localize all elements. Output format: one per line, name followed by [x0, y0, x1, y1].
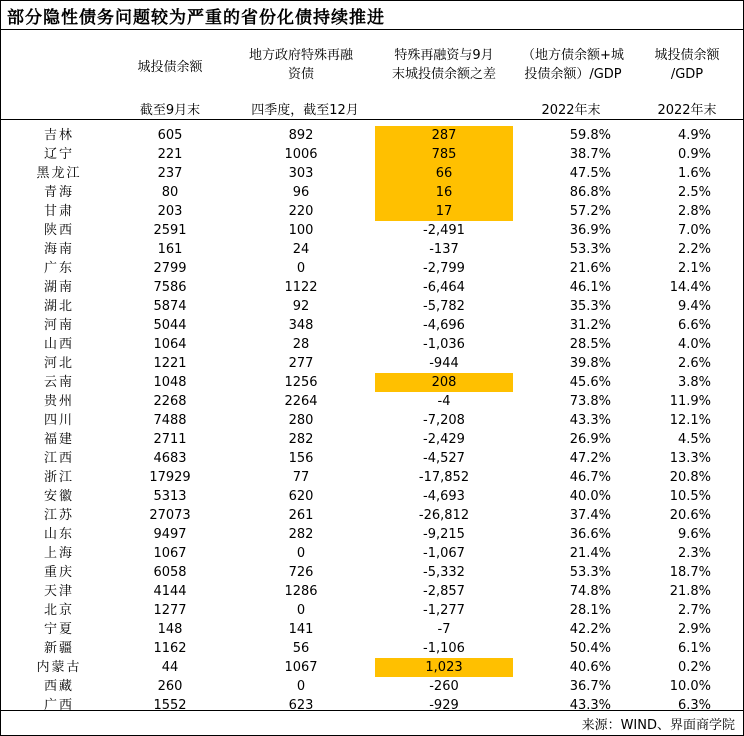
province-cell: 浙江 — [43, 470, 74, 485]
diff-cell: -7 — [437, 622, 451, 637]
chengtou-cell: 2268 — [153, 394, 187, 409]
special-cell: 282 — [288, 527, 314, 542]
ratio2-cell: 9.6% — [677, 527, 711, 542]
ratio1-cell: 73.8% — [569, 394, 611, 409]
ratio2-cell: 18.7% — [669, 565, 711, 580]
ratio1-cell: 74.8% — [569, 584, 611, 599]
ratio2-cell: 2.5% — [677, 185, 711, 200]
diff-cell: -26,812 — [418, 508, 470, 523]
page-title: 部分隐性债务问题较为严重的省份化债持续推进 — [7, 7, 385, 28]
ratio1-cell: 59.8% — [569, 128, 611, 143]
diff-cell: -2,857 — [423, 584, 465, 599]
chengtou-cell: 203 — [157, 204, 183, 219]
table-row — [1, 183, 743, 202]
diff-cell: -1,067 — [423, 546, 465, 561]
diff-cell: 785 — [375, 145, 513, 164]
table-header — [1, 30, 743, 120]
special-cell: 141 — [288, 622, 314, 637]
province-cell: 天津 — [43, 584, 74, 599]
ratio2-cell: 12.1% — [669, 413, 711, 428]
chengtou-cell: 4144 — [153, 584, 187, 599]
province-cell: 青海 — [43, 185, 74, 200]
special-cell: 1006 — [284, 147, 318, 162]
ratio2-cell: 13.3% — [669, 451, 711, 466]
ratio1-cell: 47.2% — [569, 451, 611, 466]
chengtou-cell: 2799 — [153, 261, 187, 276]
header-ratio2-sub: 2022年末 — [657, 103, 717, 118]
special-cell: 261 — [288, 508, 314, 523]
diff-cell: 1,023 — [375, 658, 513, 677]
table-row — [1, 620, 743, 639]
special-cell: 1067 — [284, 660, 318, 675]
province-cell: 云南 — [43, 375, 74, 390]
ratio1-cell: 53.3% — [569, 565, 611, 580]
special-cell: 280 — [288, 413, 314, 428]
province-cell: 福建 — [43, 432, 74, 447]
ratio1-cell: 45.6% — [569, 375, 611, 390]
table-row — [1, 221, 743, 240]
diff-cell: 208 — [375, 373, 513, 392]
header-ratio2 — [637, 46, 737, 84]
province-cell: 江苏 — [43, 508, 74, 523]
province-cell: 贵州 — [43, 394, 74, 409]
diff-cell: -1,036 — [423, 337, 465, 352]
special-cell: 0 — [296, 546, 306, 561]
special-cell: 96 — [292, 185, 310, 200]
diff-cell: -6,464 — [423, 280, 465, 295]
chengtou-cell: 1064 — [153, 337, 187, 352]
ratio2-cell: 2.3% — [677, 546, 711, 561]
ratio1-cell: 26.9% — [569, 432, 611, 447]
ratio2-cell: 4.0% — [677, 337, 711, 352]
header-line: 特殊再融资与9月 — [394, 48, 494, 63]
table-row — [1, 297, 743, 316]
ratio2-cell: 4.5% — [677, 432, 711, 447]
diff-cell: -17,852 — [418, 470, 470, 485]
special-cell: 892 — [288, 128, 314, 143]
ratio2-cell: 2.1% — [677, 261, 711, 276]
province-cell: 西藏 — [43, 679, 74, 694]
chengtou-cell: 237 — [157, 166, 183, 181]
ratio2-cell: 0.9% — [677, 147, 711, 162]
ratio1-cell: 40.0% — [569, 489, 611, 504]
province-cell: 广东 — [43, 261, 74, 276]
chengtou-cell: 2591 — [153, 223, 187, 238]
chengtou-cell: 44 — [161, 660, 179, 675]
table-row — [1, 525, 743, 544]
table-row — [1, 487, 743, 506]
province-cell: 山东 — [43, 527, 74, 542]
header-line: 投债余额）/GDP — [524, 67, 622, 82]
province-cell: 重庆 — [43, 565, 74, 580]
chengtou-cell: 9497 — [153, 527, 187, 542]
table-row — [1, 449, 743, 468]
table-row — [1, 601, 743, 620]
ratio1-cell: 37.4% — [569, 508, 611, 523]
table-row — [1, 335, 743, 354]
special-cell: 726 — [288, 565, 314, 580]
chengtou-cell: 148 — [157, 622, 183, 637]
footer — [1, 710, 743, 735]
chengtou-cell: 5874 — [153, 299, 187, 314]
diff-cell: -4,693 — [423, 489, 465, 504]
header-line: /GDP — [670, 67, 704, 82]
chengtou-cell: 1048 — [153, 375, 187, 390]
header-diff — [375, 46, 513, 84]
table-row — [1, 430, 743, 449]
table-row — [1, 278, 743, 297]
special-cell: 282 — [288, 432, 314, 447]
ratio1-cell: 47.5% — [569, 166, 611, 181]
table-row — [1, 259, 743, 278]
ratio1-cell: 38.7% — [569, 147, 611, 162]
diff-cell: -2,491 — [423, 223, 465, 238]
diff-cell: -5,782 — [423, 299, 465, 314]
province-cell: 山西 — [43, 337, 74, 352]
province-cell: 安徽 — [43, 489, 74, 504]
special-cell: 24 — [292, 242, 310, 257]
diff-cell: -137 — [429, 242, 459, 257]
header-chengtou — [121, 58, 219, 77]
diff-cell: -929 — [429, 698, 459, 713]
diff-cell: -1,106 — [423, 641, 465, 656]
table-row — [1, 354, 743, 373]
province-cell: 辽宁 — [43, 147, 74, 162]
ratio2-cell: 2.9% — [677, 622, 711, 637]
province-cell: 湖北 — [43, 299, 74, 314]
diff-cell: -4,696 — [423, 318, 465, 333]
diff-cell: -9,215 — [423, 527, 465, 542]
province-cell: 吉林 — [43, 128, 74, 143]
special-cell: 220 — [288, 204, 314, 219]
chengtou-cell: 260 — [157, 679, 183, 694]
ratio1-cell: 28.5% — [569, 337, 611, 352]
table-row — [1, 373, 743, 392]
province-cell: 宁夏 — [43, 622, 74, 637]
chengtou-cell: 1067 — [153, 546, 187, 561]
ratio1-cell: 36.7% — [569, 679, 611, 694]
special-cell: 100 — [288, 223, 314, 238]
diff-cell: 16 — [375, 183, 513, 202]
special-cell: 348 — [288, 318, 314, 333]
ratio1-cell: 86.8% — [569, 185, 611, 200]
chengtou-cell: 1162 — [153, 641, 187, 656]
chengtou-cell: 80 — [161, 185, 179, 200]
ratio2-cell: 0.2% — [677, 660, 711, 675]
title-bar — [1, 1, 743, 30]
province-cell: 广西 — [43, 698, 74, 713]
province-cell: 上海 — [43, 546, 74, 561]
header-line: 资债 — [287, 67, 314, 82]
ratio1-cell: 31.2% — [569, 318, 611, 333]
diff-cell: 66 — [375, 164, 513, 183]
chengtou-cell: 27073 — [149, 508, 191, 523]
ratio1-cell: 21.4% — [569, 546, 611, 561]
special-cell: 277 — [288, 356, 314, 371]
chengtou-cell: 1552 — [153, 698, 187, 713]
table-row — [1, 544, 743, 563]
special-cell: 623 — [288, 698, 314, 713]
ratio1-cell: 57.2% — [569, 204, 611, 219]
header-line: 地方政府特殊再融 — [248, 48, 353, 63]
province-cell: 海南 — [43, 242, 74, 257]
header-line: 城投债余额 — [654, 48, 720, 63]
province-cell: 北京 — [43, 603, 74, 618]
ratio2-cell: 1.6% — [677, 166, 711, 181]
table-row — [1, 126, 743, 145]
ratio1-cell: 43.3% — [569, 413, 611, 428]
special-cell: 1122 — [284, 280, 318, 295]
table-row — [1, 164, 743, 183]
ratio1-cell: 46.1% — [569, 280, 611, 295]
ratio2-cell: 9.4% — [677, 299, 711, 314]
province-cell: 河北 — [43, 356, 74, 371]
table-row — [1, 658, 743, 677]
header-line: 城投债余额 — [137, 60, 203, 75]
diff-cell: -2,429 — [423, 432, 465, 447]
province-cell: 河南 — [43, 318, 74, 333]
diff-cell: -5,332 — [423, 565, 465, 580]
diff-cell: -7,208 — [423, 413, 465, 428]
ratio1-cell: 35.3% — [569, 299, 611, 314]
province-cell: 四川 — [43, 413, 74, 428]
ratio2-cell: 10.5% — [669, 489, 711, 504]
ratio2-cell: 2.8% — [677, 204, 711, 219]
chengtou-cell: 2711 — [153, 432, 187, 447]
diff-cell: 17 — [375, 202, 513, 221]
ratio2-cell: 6.3% — [677, 698, 711, 713]
table-row — [1, 392, 743, 411]
source-note: 来源：WIND、界面商学院 — [581, 718, 735, 733]
ratio1-cell: 36.9% — [569, 223, 611, 238]
table-row — [1, 145, 743, 164]
table-row — [1, 677, 743, 696]
chengtou-cell: 161 — [157, 242, 183, 257]
header-special-sub: 四季度，截至12月 — [251, 103, 359, 118]
special-cell: 77 — [292, 470, 310, 485]
header-ratio1-sub: 2022年末 — [541, 103, 601, 118]
special-cell: 156 — [288, 451, 314, 466]
special-cell: 620 — [288, 489, 314, 504]
province-cell: 新疆 — [43, 641, 74, 656]
diff-cell: -944 — [429, 356, 459, 371]
ratio2-cell: 2.7% — [677, 603, 711, 618]
diff-cell: 287 — [375, 126, 513, 145]
ratio2-cell: 14.4% — [669, 280, 711, 295]
ratio2-cell: 10.0% — [669, 679, 711, 694]
chengtou-cell: 605 — [157, 128, 183, 143]
ratio1-cell: 39.8% — [569, 356, 611, 371]
ratio1-cell: 36.6% — [569, 527, 611, 542]
province-cell: 内蒙古 — [36, 660, 82, 675]
ratio1-cell: 42.2% — [569, 622, 611, 637]
table-row — [1, 316, 743, 335]
chengtou-cell: 17929 — [149, 470, 191, 485]
chengtou-cell: 6058 — [153, 565, 187, 580]
chengtou-cell: 7488 — [153, 413, 187, 428]
province-cell: 江西 — [43, 451, 74, 466]
ratio1-cell: 50.4% — [569, 641, 611, 656]
province-cell: 甘肃 — [43, 204, 74, 219]
table-body — [1, 120, 743, 711]
special-cell: 92 — [292, 299, 310, 314]
special-cell: 2264 — [284, 394, 318, 409]
province-cell: 湖南 — [43, 280, 74, 295]
ratio1-cell: 21.6% — [569, 261, 611, 276]
ratio2-cell: 11.9% — [669, 394, 711, 409]
chengtou-cell: 221 — [157, 147, 183, 162]
ratio2-cell: 6.6% — [677, 318, 711, 333]
special-cell: 0 — [296, 603, 306, 618]
chengtou-cell: 7586 — [153, 280, 187, 295]
ratio1-cell: 28.1% — [569, 603, 611, 618]
special-cell: 1256 — [284, 375, 318, 390]
ratio2-cell: 2.2% — [677, 242, 711, 257]
header-special — [237, 46, 365, 84]
ratio2-cell: 4.9% — [677, 128, 711, 143]
header-ratio1 — [513, 46, 633, 84]
special-cell: 303 — [288, 166, 314, 181]
ratio1-cell: 40.6% — [569, 660, 611, 675]
diff-cell: -2,799 — [423, 261, 465, 276]
special-cell: 1286 — [284, 584, 318, 599]
diff-cell: -1,277 — [423, 603, 465, 618]
province-cell: 陕西 — [43, 223, 74, 238]
ratio1-cell: 53.3% — [569, 242, 611, 257]
special-cell: 0 — [296, 679, 306, 694]
table-row — [1, 411, 743, 430]
table-row — [1, 582, 743, 601]
table-row — [1, 506, 743, 525]
ratio2-cell: 21.8% — [669, 584, 711, 599]
province-cell: 黑龙江 — [36, 166, 82, 181]
table-row — [1, 639, 743, 658]
chengtou-cell: 1221 — [153, 356, 187, 371]
header-chengtou-sub: 截至9月末 — [139, 103, 201, 118]
chengtou-cell: 5313 — [153, 489, 187, 504]
special-cell: 28 — [292, 337, 310, 352]
diff-cell: -4,527 — [423, 451, 465, 466]
special-cell: 56 — [292, 641, 310, 656]
ratio1-cell: 43.3% — [569, 698, 611, 713]
ratio2-cell: 20.6% — [669, 508, 711, 523]
diff-cell: -260 — [429, 679, 459, 694]
header-line: （地方债余额+城 — [522, 48, 624, 63]
header-line: 末城投债余额之差 — [391, 67, 496, 82]
table-row — [1, 468, 743, 487]
ratio2-cell: 6.1% — [677, 641, 711, 656]
table-row — [1, 202, 743, 221]
ratio2-cell: 3.8% — [677, 375, 711, 390]
table-row — [1, 240, 743, 259]
ratio1-cell: 46.7% — [569, 470, 611, 485]
special-cell: 0 — [296, 261, 306, 276]
table-row — [1, 563, 743, 582]
ratio2-cell: 7.0% — [677, 223, 711, 238]
ratio2-cell: 2.6% — [677, 356, 711, 371]
chengtou-cell: 4683 — [153, 451, 187, 466]
chengtou-cell: 1277 — [153, 603, 187, 618]
diff-cell: -4 — [437, 394, 451, 409]
ratio2-cell: 20.8% — [669, 470, 711, 485]
chengtou-cell: 5044 — [153, 318, 187, 333]
